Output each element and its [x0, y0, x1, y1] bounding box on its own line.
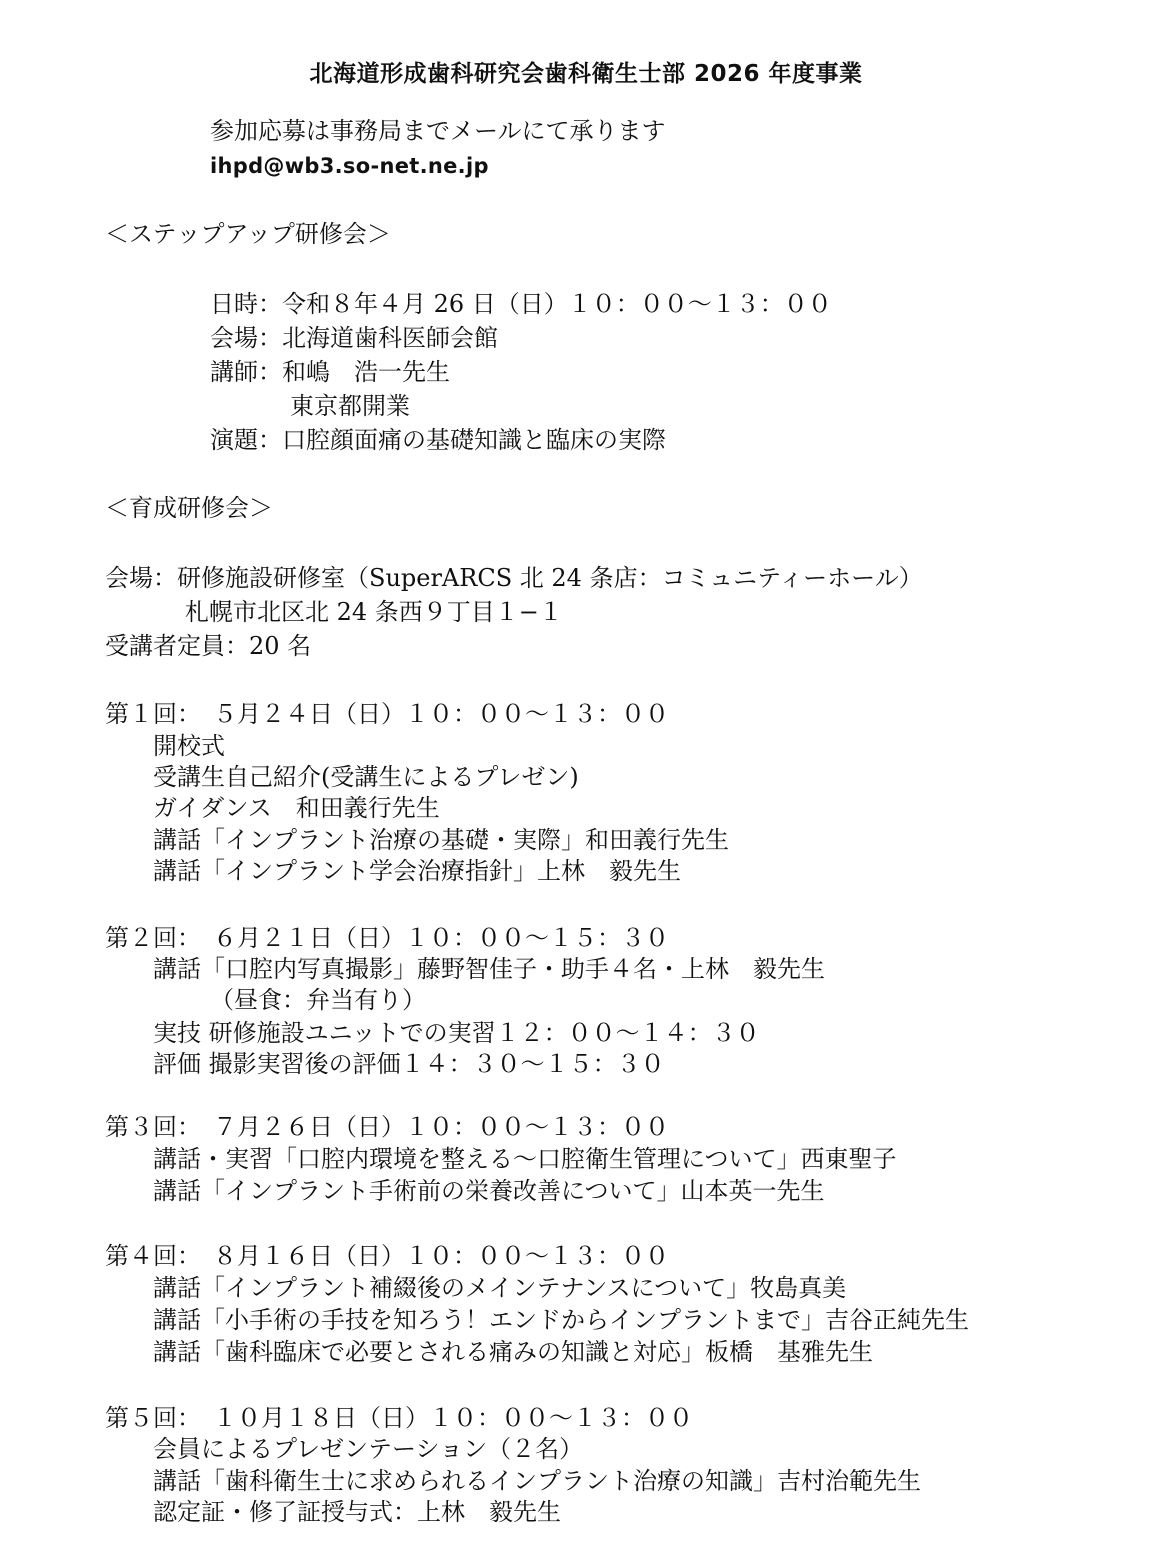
application-text: 参加応募は事務局までメールにて承ります — [210, 117, 666, 145]
session-5-item: 講話「歯科衛生士に求められるインプラント治療の知識」吉村治範先生 — [153, 1467, 921, 1495]
stepup-date: 日時：令和８年４月 26 日（日）１０：００～１３：００ — [210, 290, 832, 318]
session-2-item: 評価 撮影実習後の評価１４：３０～１５：３０ — [153, 1050, 665, 1078]
session-1-item: 開校式 — [153, 732, 225, 760]
session-3-item: 講話「インプラント手術前の栄養改善について」山本英一先生 — [153, 1177, 825, 1205]
session-4-item: 講話「小手術の手技を知ろう！エンドからインプラントまで」吉谷正純先生 — [153, 1306, 969, 1334]
session-3-item: 講話・実習「口腔内環境を整える～口腔衛生管理について」西東聖子 — [153, 1145, 897, 1173]
session-2-header: 第２回： ６月２１日（日）１０：００～１５：３０ — [105, 924, 669, 952]
session-1-item: ガイダンス 和田義行先生 — [153, 794, 440, 822]
session-5-item: 認定証・修了証授与式：上林 毅先生 — [153, 1498, 561, 1526]
session-1-item: 講話「インプラント学会治療指針」上林 毅先生 — [153, 857, 681, 885]
session-1-item: 講話「インプラント治療の基礎・実際」和田義行先生 — [153, 826, 729, 854]
stepup-venue: 会場：北海道歯科医師会館 — [210, 324, 498, 352]
ikusei-heading: ＜育成研修会＞ — [105, 494, 273, 522]
session-4-item: 講話「歯科臨床で必要とされる痛みの知識と対応」板橋 基雅先生 — [153, 1338, 873, 1366]
session-5-header: 第５回： １０月１８日（日）１０：００～１３：００ — [105, 1404, 693, 1432]
stepup-lecturer: 講師：和嶋 浩一先生 — [210, 358, 450, 386]
session-3-header: 第３回： ７月２６日（日）１０：００～１３：００ — [105, 1113, 669, 1141]
session-1-header: 第１回： ５月２４日（日）１０：００～１３：００ — [105, 700, 669, 728]
session-2-item: 実技 研修施設ユニットでの実習１２：００～１４：３０ — [153, 1019, 760, 1047]
email-address: ihpd@wb3.so-net.ne.jp — [210, 154, 489, 178]
ikusei-address: 札幌市北区北 24 条西９丁目１−１ — [185, 598, 563, 626]
page-title: 北海道形成歯科研究会歯科衛生士部 2026 年度事業 — [309, 61, 863, 87]
ikusei-venue: 会場：研修施設研修室（SuperARCS 北 24 条店：コミュニティーホール） — [105, 564, 923, 592]
stepup-topic: 演題：口腔顔面痛の基礎知識と臨床の実際 — [210, 426, 666, 454]
session-5-item: 会員によるプレゼンテーション（２名） — [153, 1435, 584, 1463]
session-2-item: 講話「口腔内写真撮影」藤野智佳子・助手４名・上林 毅先生 — [153, 955, 825, 983]
stepup-heading: ＜ステップアップ研修会＞ — [105, 220, 391, 248]
ikusei-capacity: 受講者定員：20 名 — [105, 632, 312, 660]
session-1-item: 受講生自己紹介(受講生によるプレゼン) — [153, 763, 579, 791]
session-2-item: （昼食：弁当有り） — [210, 986, 426, 1014]
session-4-header: 第４回： ８月１６日（日）１０：００～１３：００ — [105, 1242, 669, 1270]
session-4-item: 講話「インプラント補綴後のメインテナンスについて」牧島真美 — [153, 1274, 847, 1302]
stepup-lecturer-note: 東京都開業 — [290, 392, 410, 420]
